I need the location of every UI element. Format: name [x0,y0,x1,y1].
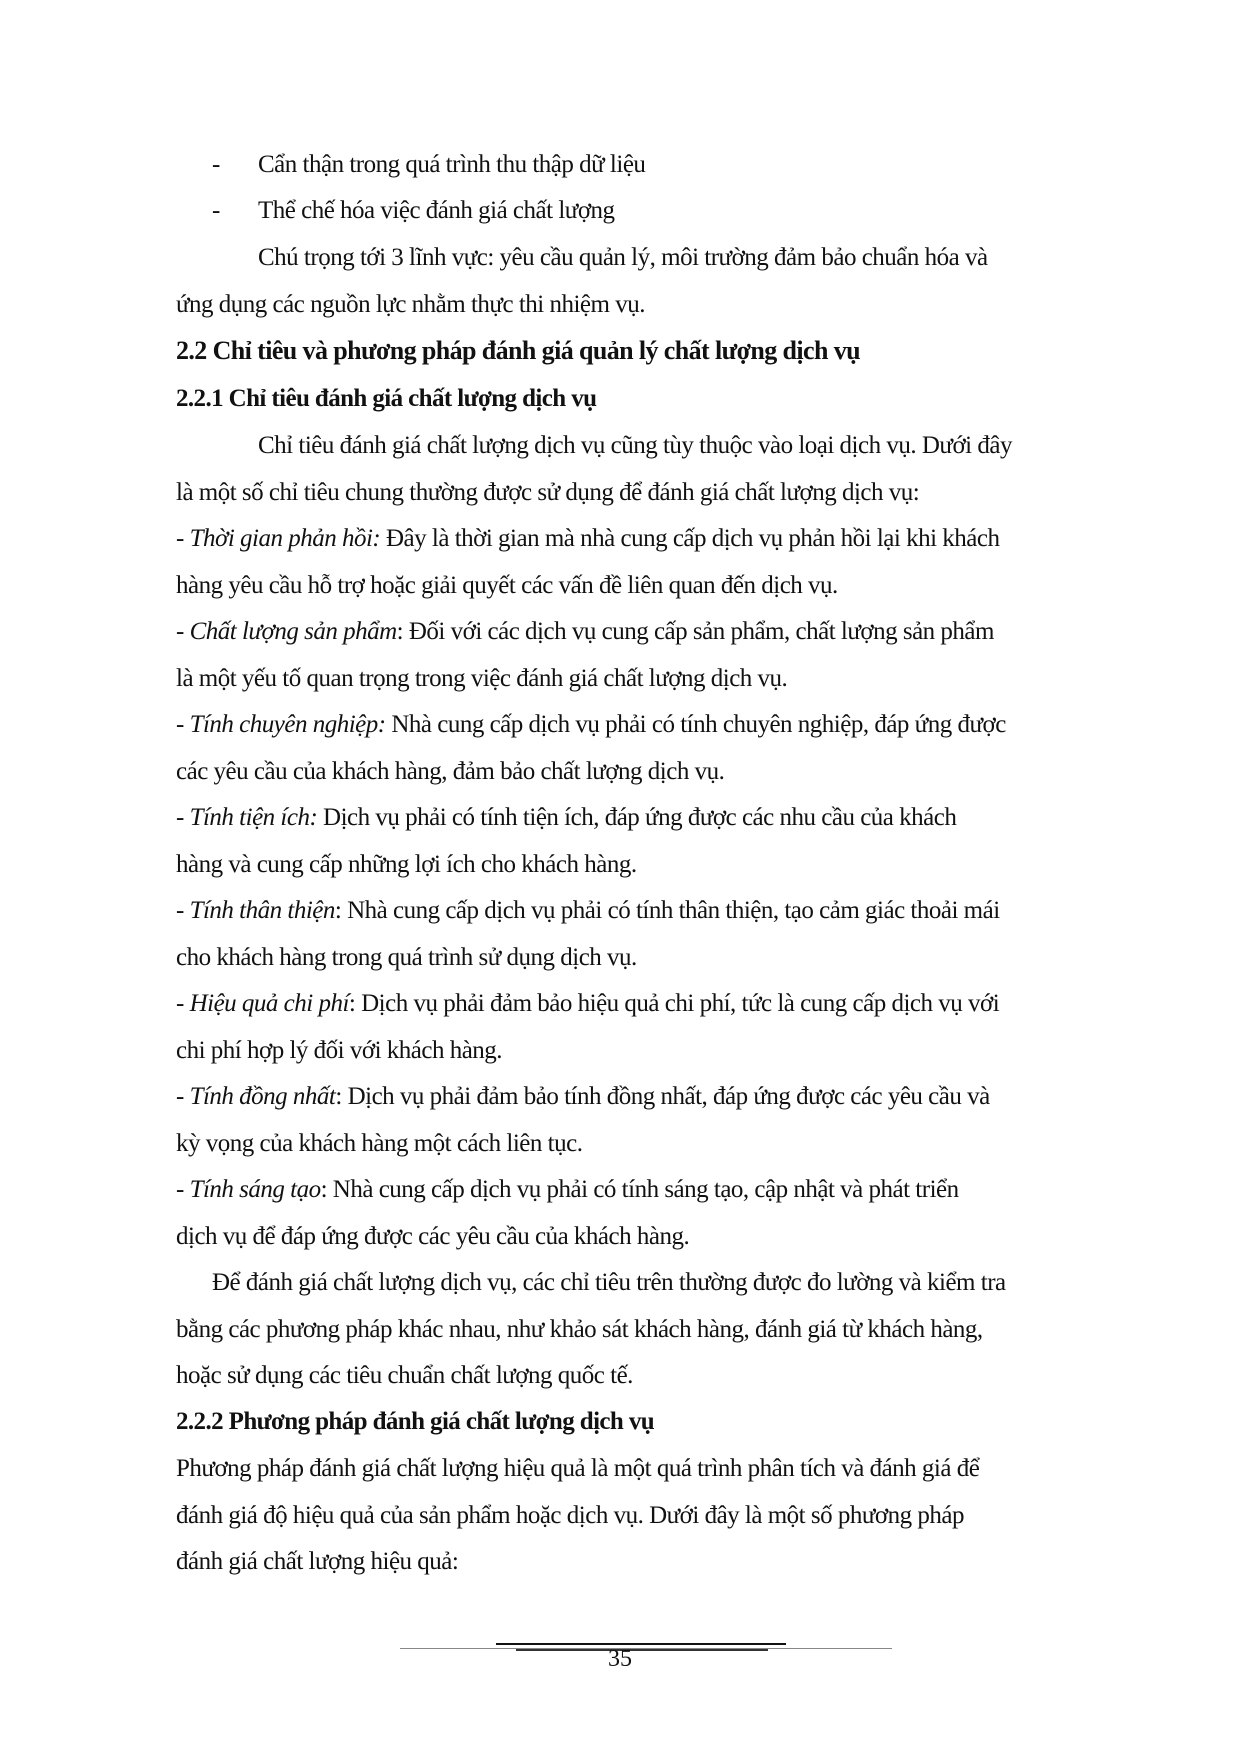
criterion-term: Thời gian phản hồi: [189,525,381,552]
section-heading-2-2-1: 2.2.1 Chỉ tiêu đánh giá chất lượng dịch vụ [176,385,597,412]
criterion-continuation: hàng và cung cấp những lợi ích cho khách hàng. [176,851,637,878]
criterion-term: Tính tiện ích: [189,804,318,831]
criterion-continuation: hàng yêu cầu hỗ trợ hoặc giải quyết các vấn đề liên quan đến dịch vụ. [176,572,838,599]
paragraph-line: là một số chỉ tiêu chung thường được sử dụng để đánh giá chất lượng dịch vụ: [176,479,920,506]
bullet-item: Thể chế hóa việc đánh giá chất lượng [258,197,615,224]
criterion-item: - Chất lượng sản phẩm: Đối với các dịch vụ cung cấp sản phẩm, chất lượng sản phẩm [176,618,994,645]
criterion-item: - Thời gian phản hồi: Đây là thời gian mà nhà cung cấp dịch vụ phản hồi lại khi khách [176,525,1000,552]
criterion-continuation: là một yếu tố quan trọng trong việc đánh giá chất lượng dịch vụ. [176,665,788,692]
criterion-term: Tính thân thiện [189,897,335,924]
criterion-continuation: các yêu cầu của khách hàng, đảm bảo chất lượng dịch vụ. [176,758,725,785]
criterion-term: Tính chuyên nghiệp: [189,711,386,738]
criterion-continuation: dịch vụ để đáp ứng được các yêu cầu của khách hàng. [176,1223,690,1250]
criterion-item: - Tính chuyên nghiệp: Nhà cung cấp dịch vụ phải có tính chuyên nghiệp, đáp ứng được [176,711,1006,738]
criterion-continuation: kỳ vọng của khách hàng một cách liên tục. [176,1130,583,1157]
paragraph-line: bằng các phương pháp khác nhau, như khảo sát khách hàng, đánh giá từ khách hàng, [176,1316,983,1343]
criterion-item: - Hiệu quả chi phí: Dịch vụ phải đảm bảo hiệu quả chi phí, tức là cung cấp dịch vụ với [176,990,1000,1017]
paragraph-line: Chú trọng tới 3 lĩnh vực: yêu cầu quản lý, môi trường đảm bảo chuẩn hóa và [258,244,988,271]
paragraph-line: Phương pháp đánh giá chất lượng hiệu quả là một quá trình phân tích và đánh giá để [176,1455,980,1482]
paragraph-line: ứng dụng các nguồn lực nhằm thực thi nhiệm vụ. [176,291,645,318]
criterion-item: - Tính sáng tạo: Nhà cung cấp dịch vụ phải có tính sáng tạo, cập nhật và phát triển [176,1176,959,1203]
bullet-marker: - [212,197,220,224]
bullet-item: Cẩn thận trong quá trình thu thập dữ liệu [258,151,646,178]
paragraph-line: hoặc sử dụng các tiêu chuẩn chất lượng quốc tế. [176,1362,633,1389]
criterion-term: Hiệu quả chi phí [189,990,349,1017]
section-heading-2-2: 2.2 Chỉ tiêu và phương pháp đánh giá quản lý chất lượng dịch vụ [176,336,860,365]
bullet-marker: - [212,151,220,178]
paragraph-line: đánh giá chất lượng hiệu quả: [176,1548,459,1575]
criterion-continuation: cho khách hàng trong quá trình sử dụng dịch vụ. [176,944,637,971]
paragraph-line: Chỉ tiêu đánh giá chất lượng dịch vụ cũng tùy thuộc vào loại dịch vụ. Dưới đây [258,432,1012,459]
page-number: 35 [608,1646,632,1672]
section-heading-2-2-2: 2.2.2 Phương pháp đánh giá chất lượng dịch vụ [176,1408,655,1435]
criterion-term: Chất lượng sản phẩm [189,618,397,645]
criterion-term: Tính đồng nhất [189,1083,336,1110]
criterion-item: - Tính đồng nhất: Dịch vụ phải đảm bảo tính đồng nhất, đáp ứng được các yêu cầu và [176,1083,990,1110]
criterion-item: - Tính thân thiện: Nhà cung cấp dịch vụ phải có tính thân thiện, tạo cảm giác thoải mái [176,897,1000,924]
footer-rule [496,1643,786,1645]
criterion-continuation: chi phí hợp lý đối với khách hàng. [176,1037,503,1064]
paragraph-line: Để đánh giá chất lượng dịch vụ, các chỉ tiêu trên thường được đo lường và kiểm tra [212,1269,1006,1296]
criterion-item: - Tính tiện ích: Dịch vụ phải có tính tiện ích, đáp ứng được các nhu cầu của khách [176,804,957,831]
criterion-term: Tính sáng tạo [189,1176,321,1203]
paragraph-line: đánh giá độ hiệu quả của sản phẩm hoặc dịch vụ. Dưới đây là một số phương pháp [176,1502,964,1529]
